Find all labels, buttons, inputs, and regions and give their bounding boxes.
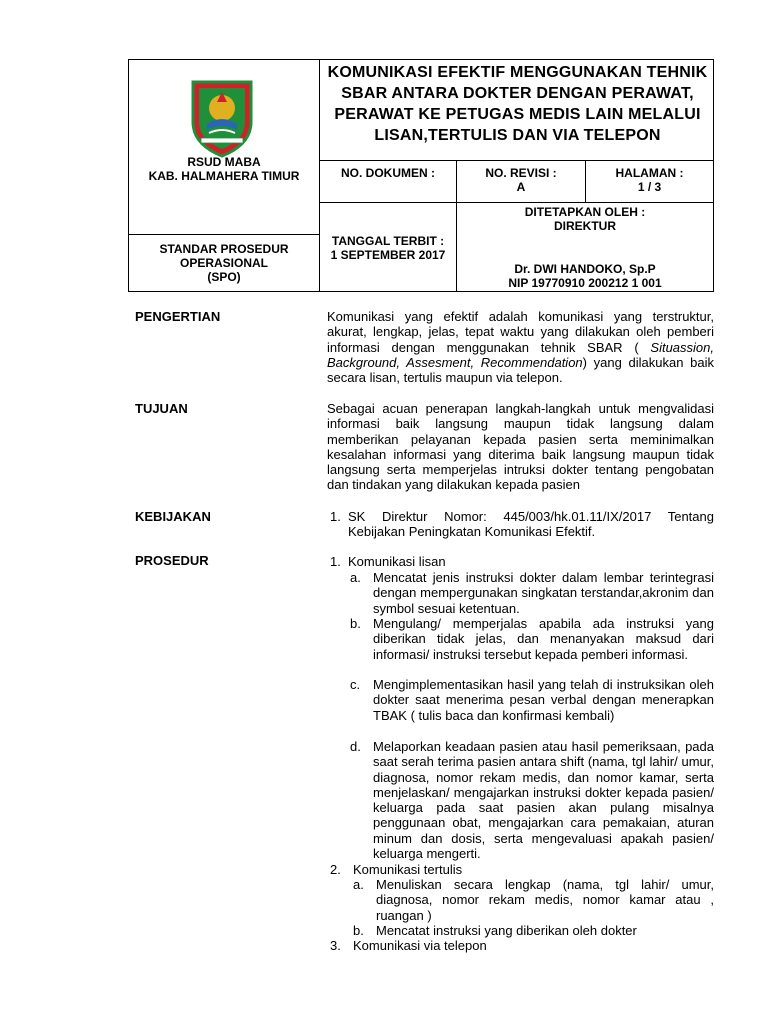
header-divider-h1 bbox=[320, 160, 713, 161]
page-value: 1 / 3 bbox=[637, 180, 662, 194]
issue-date-cell bbox=[320, 230, 456, 266]
approved-label: DITETAPKAN OLEH : bbox=[524, 205, 646, 219]
prosedur-1c-letter: c. bbox=[350, 677, 361, 692]
prosedur-2b-text: Mencatat instruksi yang diberikan oleh dokter bbox=[376, 923, 637, 938]
kebijakan-text: SK Direktur Nomor: 445/003/hk.01.11/IX/2017 Tentang Kebijakan Peningkatan Komunikasi Efektif. bbox=[348, 509, 714, 540]
hospital-region: KAB. HALMAHERA TIMUR bbox=[148, 169, 300, 183]
hospital-name: RSUD MABA bbox=[187, 155, 261, 169]
spo-cell bbox=[129, 238, 319, 288]
header-divider-h3 bbox=[129, 234, 319, 235]
prosedur-1a-letter: a. bbox=[350, 570, 361, 585]
prosedur-2a-letter: a. bbox=[353, 877, 364, 892]
prosedur-2b-letter: b. bbox=[353, 923, 364, 938]
page-label: HALAMAN : bbox=[615, 166, 684, 180]
prosedur-2a-text: Menuliskan secara lengkap (nama, tgl lahir/ umur, diagnosa, nomor rekam medis, nomor kamar atau , ruangan ) bbox=[376, 877, 714, 923]
header-table bbox=[128, 59, 714, 292]
prosedur-2-number: 2. bbox=[330, 862, 341, 877]
spo-line3: (SPO) bbox=[207, 270, 241, 284]
pengertian-text-part2: ) yang dilakukan baik secara lisan, tertulis maupun via telepon. bbox=[327, 354, 714, 386]
prosedur-1a-text: Mencatat jenis instruksi dokter dalam lembar terintegrasi dengan mempergunakan singkatan terstandar,akronim dan symbol sesuai ketentuan. bbox=[373, 570, 714, 616]
prosedur-1b-text: Mengulang/ memperjalas apabila ada instruksi yang diberikan tidak jelas, dan menanyakan maksud dari informasi/ instruksi tersebut kepada pemberi informasi. bbox=[373, 616, 714, 662]
approval-head-cell bbox=[457, 205, 713, 235]
prosedur-1d-text: Melaporkan keadaan pasien atau hasil pemeriksaan, pada saat serah terima pasien antara shift (nama, tgl lahir/ umur, diagnosa, nomor rekam medis, dan nomor kamar, serta menjelaskan/ mengajarkan instruksi dokter kepada pasien/ keluarga pada saat pasien akan pulang misalnya penggunaan obat, mengajarkan cara pemakaian, aturan minum dan dosis, serta mengevaluasi apakah pasien/ keluarga mengerti. bbox=[373, 739, 714, 862]
revision-label: NO. REVISI : bbox=[485, 166, 557, 180]
revision-cell bbox=[457, 164, 585, 196]
tujuan-label: TUJUAN bbox=[135, 401, 188, 416]
director-nip: NIP 19770910 200212 1 001 bbox=[508, 276, 662, 290]
pengertian-text bbox=[327, 309, 714, 385]
prosedur-3-number: 3. bbox=[330, 938, 341, 953]
prosedur-1-number: 1. bbox=[330, 554, 341, 569]
pengertian-label: PENGERTIAN bbox=[135, 309, 221, 324]
prosedur-label: PROSEDUR bbox=[135, 553, 209, 568]
prosedur-1d-letter: d. bbox=[350, 739, 361, 754]
doc-number-cell bbox=[320, 164, 456, 182]
kebijakan-label: KEBIJAKAN bbox=[135, 509, 211, 524]
prosedur-2-title: Komunikasi tertulis bbox=[353, 862, 463, 877]
hospital-name-block bbox=[129, 155, 319, 183]
pengertian-text-part1: Komunikasi yang efektif adalah komunikasi yang terstruktur, akurat, lengkap, jelas, tepat waktu yang dilakukan oleh pemberi informasi dengan menggunakan tehnik SBAR ( bbox=[327, 309, 714, 355]
spo-line2: OPERASIONAL bbox=[179, 256, 268, 270]
document-title: KOMUNIKASI EFEKTIF MENGGUNAKAN TEHNIK SBAR ANTARA DOKTER DENGAN PERAWAT, PERAWAT KE PETUGAS MEDIS LAIN MELALUI LISAN,TERTULIS DAN VIA TELEPON bbox=[327, 64, 708, 144]
header-divider-h2 bbox=[320, 202, 713, 203]
prosedur-3-title: Komunikasi via telepon bbox=[353, 938, 487, 953]
director-cell bbox=[457, 262, 713, 290]
issue-date-label: TANGGAL TERBIT : bbox=[331, 234, 445, 248]
revision-value: A bbox=[516, 180, 526, 194]
pengertian-text-italic: Situassion, Background, Assesment, Recommendation bbox=[327, 339, 714, 370]
prosedur-1b-letter: b. bbox=[350, 616, 361, 631]
prosedur-1c-text: Mengimplementasikan hasil yang telah di instruksikan oleh dokter saat menerima pesan verbal dengan menerapkan TBAK ( tulis baca dan konfirmasi kembali) bbox=[373, 677, 714, 723]
page-cell bbox=[586, 164, 713, 196]
hospital-logo bbox=[187, 78, 257, 158]
tujuan-text: Sebagai acuan penerapan langkah-langkah untuk mengvalidasi informasi baik langsung maupun tidak langsung dalam memberikan pelayanan kepada pasien serta meminimalkan kesalahan informasi yang diterima baik langsung maupun tidak langsung serta memperjelas intruksi dokter tentang pengobatan dan tindakan yang dilakukan kepada pasien bbox=[327, 401, 714, 493]
doc-number-label: NO. DOKUMEN : bbox=[341, 166, 435, 180]
spo-line1: STANDAR PROSEDUR bbox=[159, 242, 289, 256]
issue-date-value: 1 SEPTEMBER 2017 bbox=[330, 248, 446, 262]
prosedur-1-title: Komunikasi lisan bbox=[348, 554, 446, 569]
approved-role: DIREKTUR bbox=[554, 219, 616, 233]
director-name: Dr. DWI HANDOKO, Sp.P bbox=[514, 262, 656, 276]
kebijakan-number: 1. bbox=[330, 509, 341, 524]
